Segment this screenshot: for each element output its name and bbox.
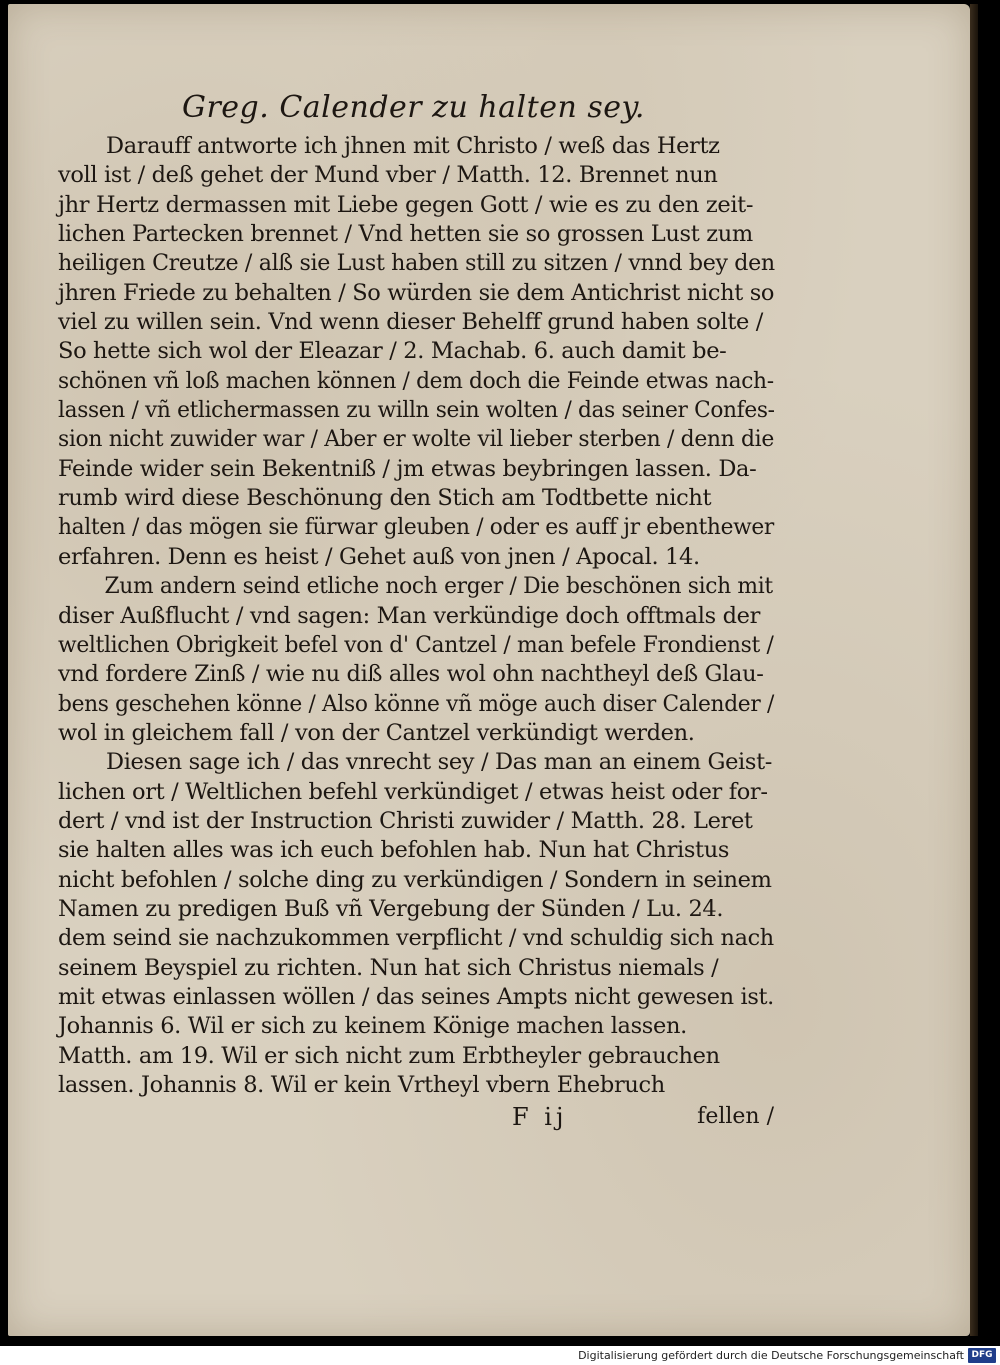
text-line: sion nicht zuwider war / Aber er wolte vil lieber sterben / denn die (58, 426, 774, 453)
text-line: lassen / vñ etlichermassen zu willn sein wolten / das seiner Confes- (58, 397, 775, 424)
text-line: Darauff antworte ich jhnen mit Christo / weß das Hertz (106, 133, 720, 159)
text-line: Diesen sage ich / das vnrecht sey / Das man an einem Geist- (106, 749, 773, 776)
text-line: diser Außflucht / vnd sagen: Man verkündige doch offtmals der (58, 602, 761, 629)
signature-mark: F ij (512, 1103, 568, 1132)
text-line: Namen zu predigen Buß vñ Vergebung der Sünden / Lu. 24. (58, 895, 724, 922)
text-line: mit etwas einlassen wöllen / das seines Ampts nicht gewesen ist. (58, 983, 774, 1010)
text-line: halten / das mögen sie fürwar gleuben / oder es auff jr ebenthewer (58, 514, 774, 541)
text-line: rumb wird diese Beschönung den Stich am Todtbette nicht (58, 485, 712, 512)
funding-credit: Digitalisierung gefördert durch die Deutsche Forschungsgemeinschaft (578, 1349, 964, 1362)
dfg-logo-icon: DFG (968, 1348, 996, 1363)
text-line: jhr Hertz dermassen mit Liebe gegen Gott / wie es zu den zeit- (58, 191, 754, 218)
text-line: erfahren. Denn es heist / Gehet auß von jnen / Apocal. 14. (58, 543, 700, 570)
text-line: sie halten alles was ich euch befohlen hab. Nun hat Christus (58, 837, 730, 864)
text-line: dem seind sie nachzukommen verpflicht / vnd schuldig sich nach (58, 925, 774, 952)
text-line: vnd fordere Zinß / wie nu diß alles wol ohn nachtheyl deß Glau- (58, 661, 764, 688)
text-line: Matth. am 19. Wil er sich nicht zum Erbtheyler gebrauchen (58, 1042, 720, 1069)
text-line: voll ist / deß gehet der Mund vber / Matth. 12. Brennet nun (58, 162, 718, 189)
text-line: heiligen Creutze / alß sie Lust haben still zu sitzen / vnnd bey den (58, 250, 775, 277)
text-line: jhren Friede zu behalten / So würden sie dem Antichrist nicht so (58, 279, 775, 306)
text-line: nicht befohlen / solche ding zu verkündigen / Sondern in seinem (58, 866, 772, 893)
text-line: schönen vñ loß machen können / dem doch die Feinde etwas nach- (58, 367, 774, 394)
page-footer-row (58, 1102, 774, 1132)
text-line: lassen. Johannis 8. Wil er kein Vrtheyl vbern Ehebruch (58, 1072, 665, 1098)
page-text (58, 84, 774, 1132)
text-line: viel zu willen sein. Vnd wenn dieser Behelff grund haben solte / (58, 309, 764, 336)
text-line: seinem Beyspiel zu richten. Nun hat sich Christus niemals / (58, 954, 719, 981)
text-line: dert / vnd ist der Instruction Christi zuwider / Matth. 28. Leret (58, 807, 753, 834)
text-line: weltlichen Obrigkeit befel von d' Cantzel / man befele Frondienst / (58, 631, 774, 658)
text-line: Zum andern seind etliche noch erger / Die beschönen sich mit (104, 573, 773, 600)
text-line: Feinde wider sein Bekentniß / jm etwas beybringen lassen. Da- (58, 455, 757, 482)
catchword: fellen / (697, 1104, 774, 1130)
text-line: lichen ort / Weltlichen befehl verkündiget / etwas heist oder for- (58, 778, 768, 805)
text-line: Johannis 6. Wil er sich zu keinem Könige machen lassen. (58, 1013, 687, 1040)
text-line: So hette sich wol der Eleazar / 2. Machab. 6. auch damit be- (58, 338, 727, 365)
text-line: wol in gleichem fall / von der Cantzel verkündigt werden. (58, 719, 695, 746)
text-line: lichen Partecken brennet / Vnd hetten sie so grossen Lust zum (58, 221, 753, 248)
running-head: Greg. Calender zu halten sey. (182, 90, 645, 125)
text-line: bens geschehen könne / Also könne vñ möge auch diser Calender / (58, 690, 774, 717)
page-edge (970, 4, 978, 1336)
